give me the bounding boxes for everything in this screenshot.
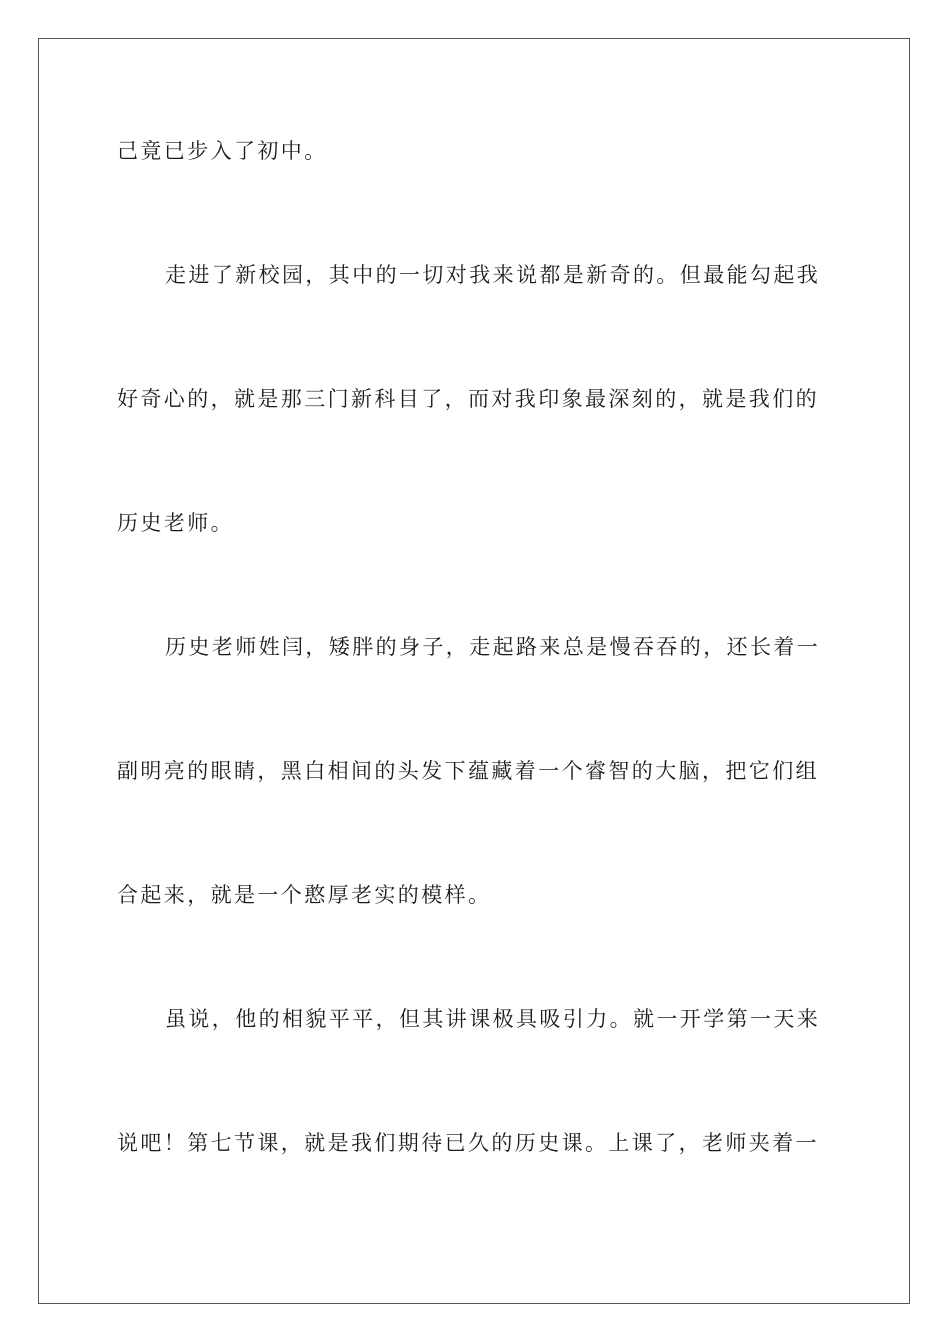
text-line-3: 好奇心的，就是那三门新科目了，而对我印象最深刻的，就是我们的 [117,387,819,411]
text-line-6: 副明亮的眼睛，黑白相间的头发下蕴藏着一个睿智的大脑，把它们组 [117,759,819,783]
text-line-7: 合起来，就是一个憨厚老实的模样。 [117,883,492,907]
text-line-1: 己竟已步入了初中。 [117,139,328,163]
page-border [38,38,910,1304]
text-line-4: 历史老师。 [117,511,234,535]
text-line-8: 虽说，他的相貌平平，但其讲课极具吸引力。就一开学第一天来 [165,1007,821,1031]
text-line-9: 说吧！第七节课，就是我们期待已久的历史课。上课了，老师夹着一 [117,1131,819,1155]
text-line-5: 历史老师姓闫，矮胖的身子，走起路来总是慢吞吞的，还长着一 [165,635,821,659]
text-line-2: 走进了新校园，其中的一切对我来说都是新奇的。但最能勾起我 [165,263,821,287]
